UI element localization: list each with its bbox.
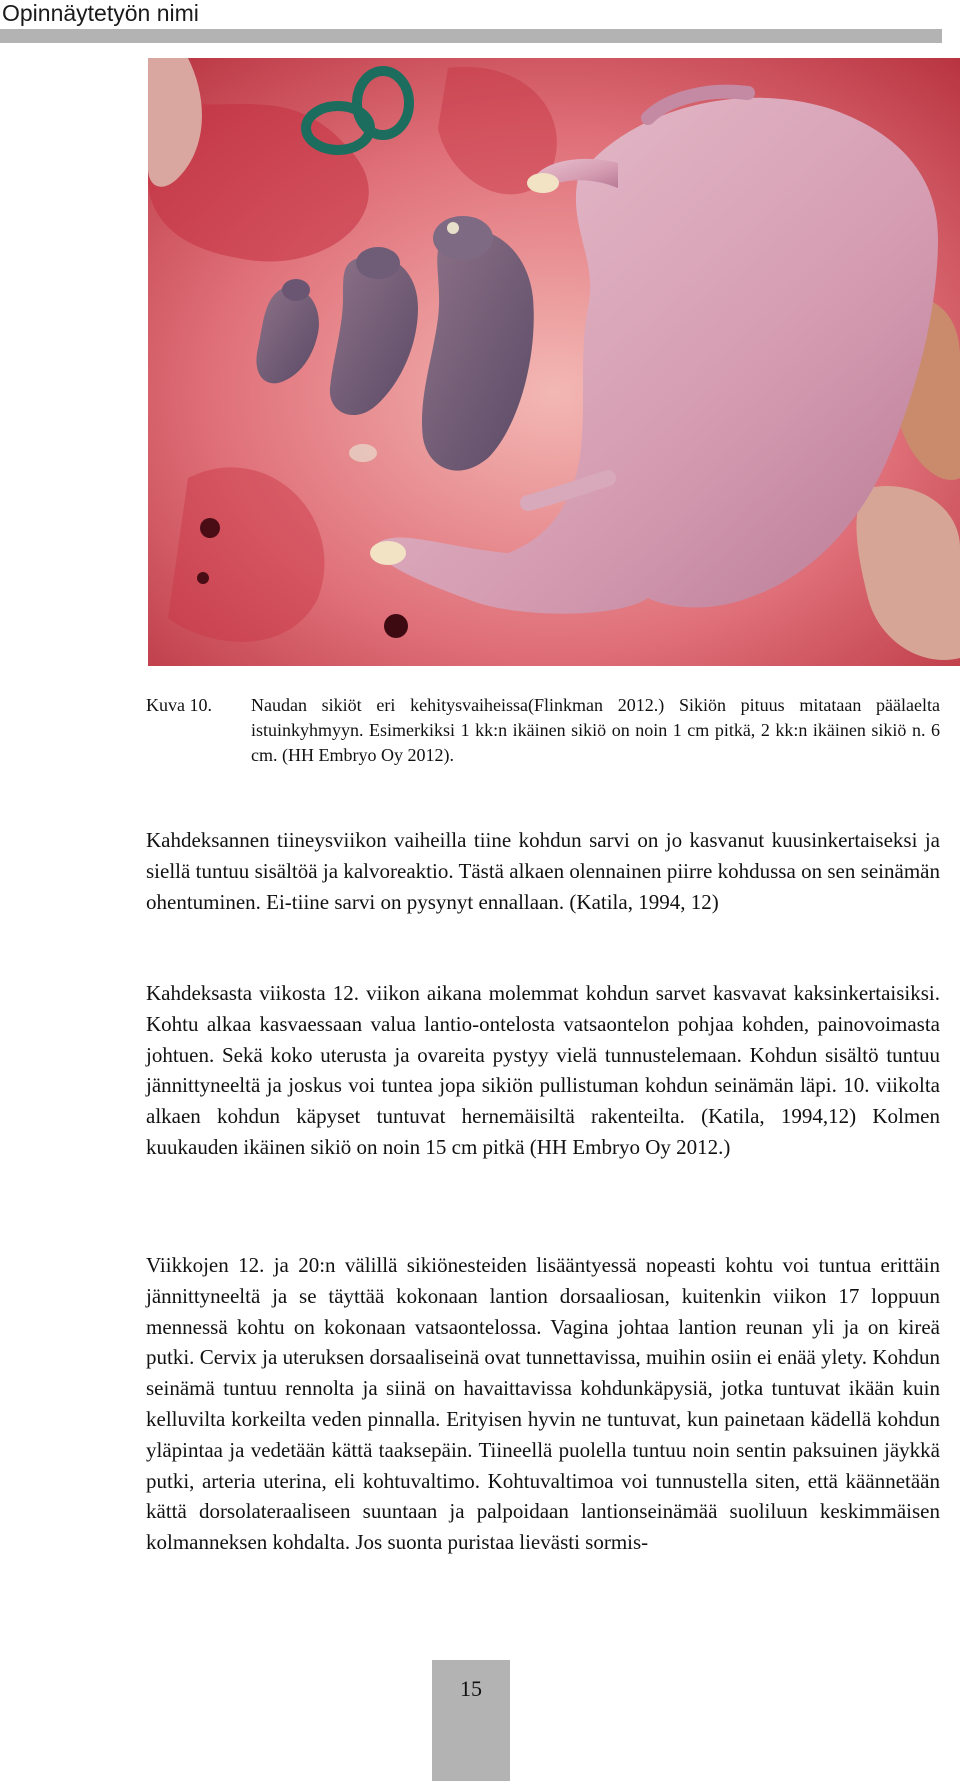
running-header-title: Opinnäytetyön nimi — [2, 0, 199, 26]
photo-bovine-fetuses-icon — [148, 58, 960, 666]
figure-photo — [148, 58, 960, 666]
page-number-box — [432, 1660, 510, 1781]
body-paragraph-1: Kahdeksannen tiineysviikon vaiheilla tiine kohdun sarvi on jo kasvanut kuusinkertaiseksi ja siellä tuntuu sisältöä ja kalvoreaktio. Tästä alkaen olennainen piirre kohdussa on sen seinämän ohentuminen. Ei-tiine sarvi on pysynyt ennallaan. (Katila, 1994, 12) — [146, 828, 940, 914]
caption-label: Kuva 10. — [146, 695, 212, 715]
figure-caption — [146, 693, 940, 768]
caption-text: Naudan sikiöt eri kehitysvaiheissa(Flinkman 2012.) Sikiön pituus mitataan päälaelta istuinkyhmyyn. Esimerkiksi 1 kk:n ikäinen sikiö on noin 1 cm pitkä, 2 kk:n ikäinen sikiö n. 6 cm. (HH Embryo Oy 2012). — [251, 695, 940, 765]
page-number: 15 — [460, 1676, 482, 1701]
header-rule — [0, 29, 942, 43]
body-paragraph-3: Viikkojen 12. ja 20:n välillä sikiönesteiden lisääntyessä nopeasti kohtu voi tuntua erittäin jännittyneeltä ja se täyttää kokonaan lantion dorsaaliosan, kuitenkin viikon 17 loppuun mennessä kohtu on kokonaan vatsaontelossa. Vagina johtaa lantion reunan yli ja on kireä putki. Cervix ja uteruksen dorsaaliseinä ovat tunnettavissa, muihin osiin ei enää ylety. Kohdun seinämä tuntuu rennolta ja siinä on havaittavissa kohdunkäpysiä, jotka tuntuvat ikään kuin kelluvilta korkeilta veden pinnalla. Erityisen hyvin ne tuntuvat, kun painetaan kädellä kohdun yläpintaa ja vedetään kättä taaksepäin. Tiineellä puolella tuntuu noin sentin paksuinen jäykkä putki, arteria uterina, eli kohtuvaltimo. Kohtuvaltimoa voi tunnustella siten, että käännetään kättä dorsolateraaliseen suuntaan ja palpoidaan lantionseinämää suoliluun keskimmäisen kolmanneksen kohdalta. Jos suonta puristaa lievästi sormis- — [146, 1253, 940, 1555]
body-paragraph-2: Kahdeksasta viikosta 12. viikon aikana molemmat kohdun sarvet kasvavat kaksinkertaisiksi. Kohtu alkaa kasvaessaan valua lantio-ontelosta vatsaontelon pohjaa kohden, painovoimasta johtuen. Sekä koko uterusta ja ovareita pystyy vielä tunnustelemaan. Kohdun sisältö tuntuu jännittyneeltä ja joskus voi tuntea jopa sikiön pullistuman kohdun seinämän läpi. 10. viikolta alkaen kohdun käpyset tuntuvat hernemäisiltä rakenteilta. (Katila, 1994,12) Kolmen kuukauden ikäinen sikiö on noin 15 cm pitkä (HH Embryo Oy 2012.) — [146, 981, 940, 1159]
